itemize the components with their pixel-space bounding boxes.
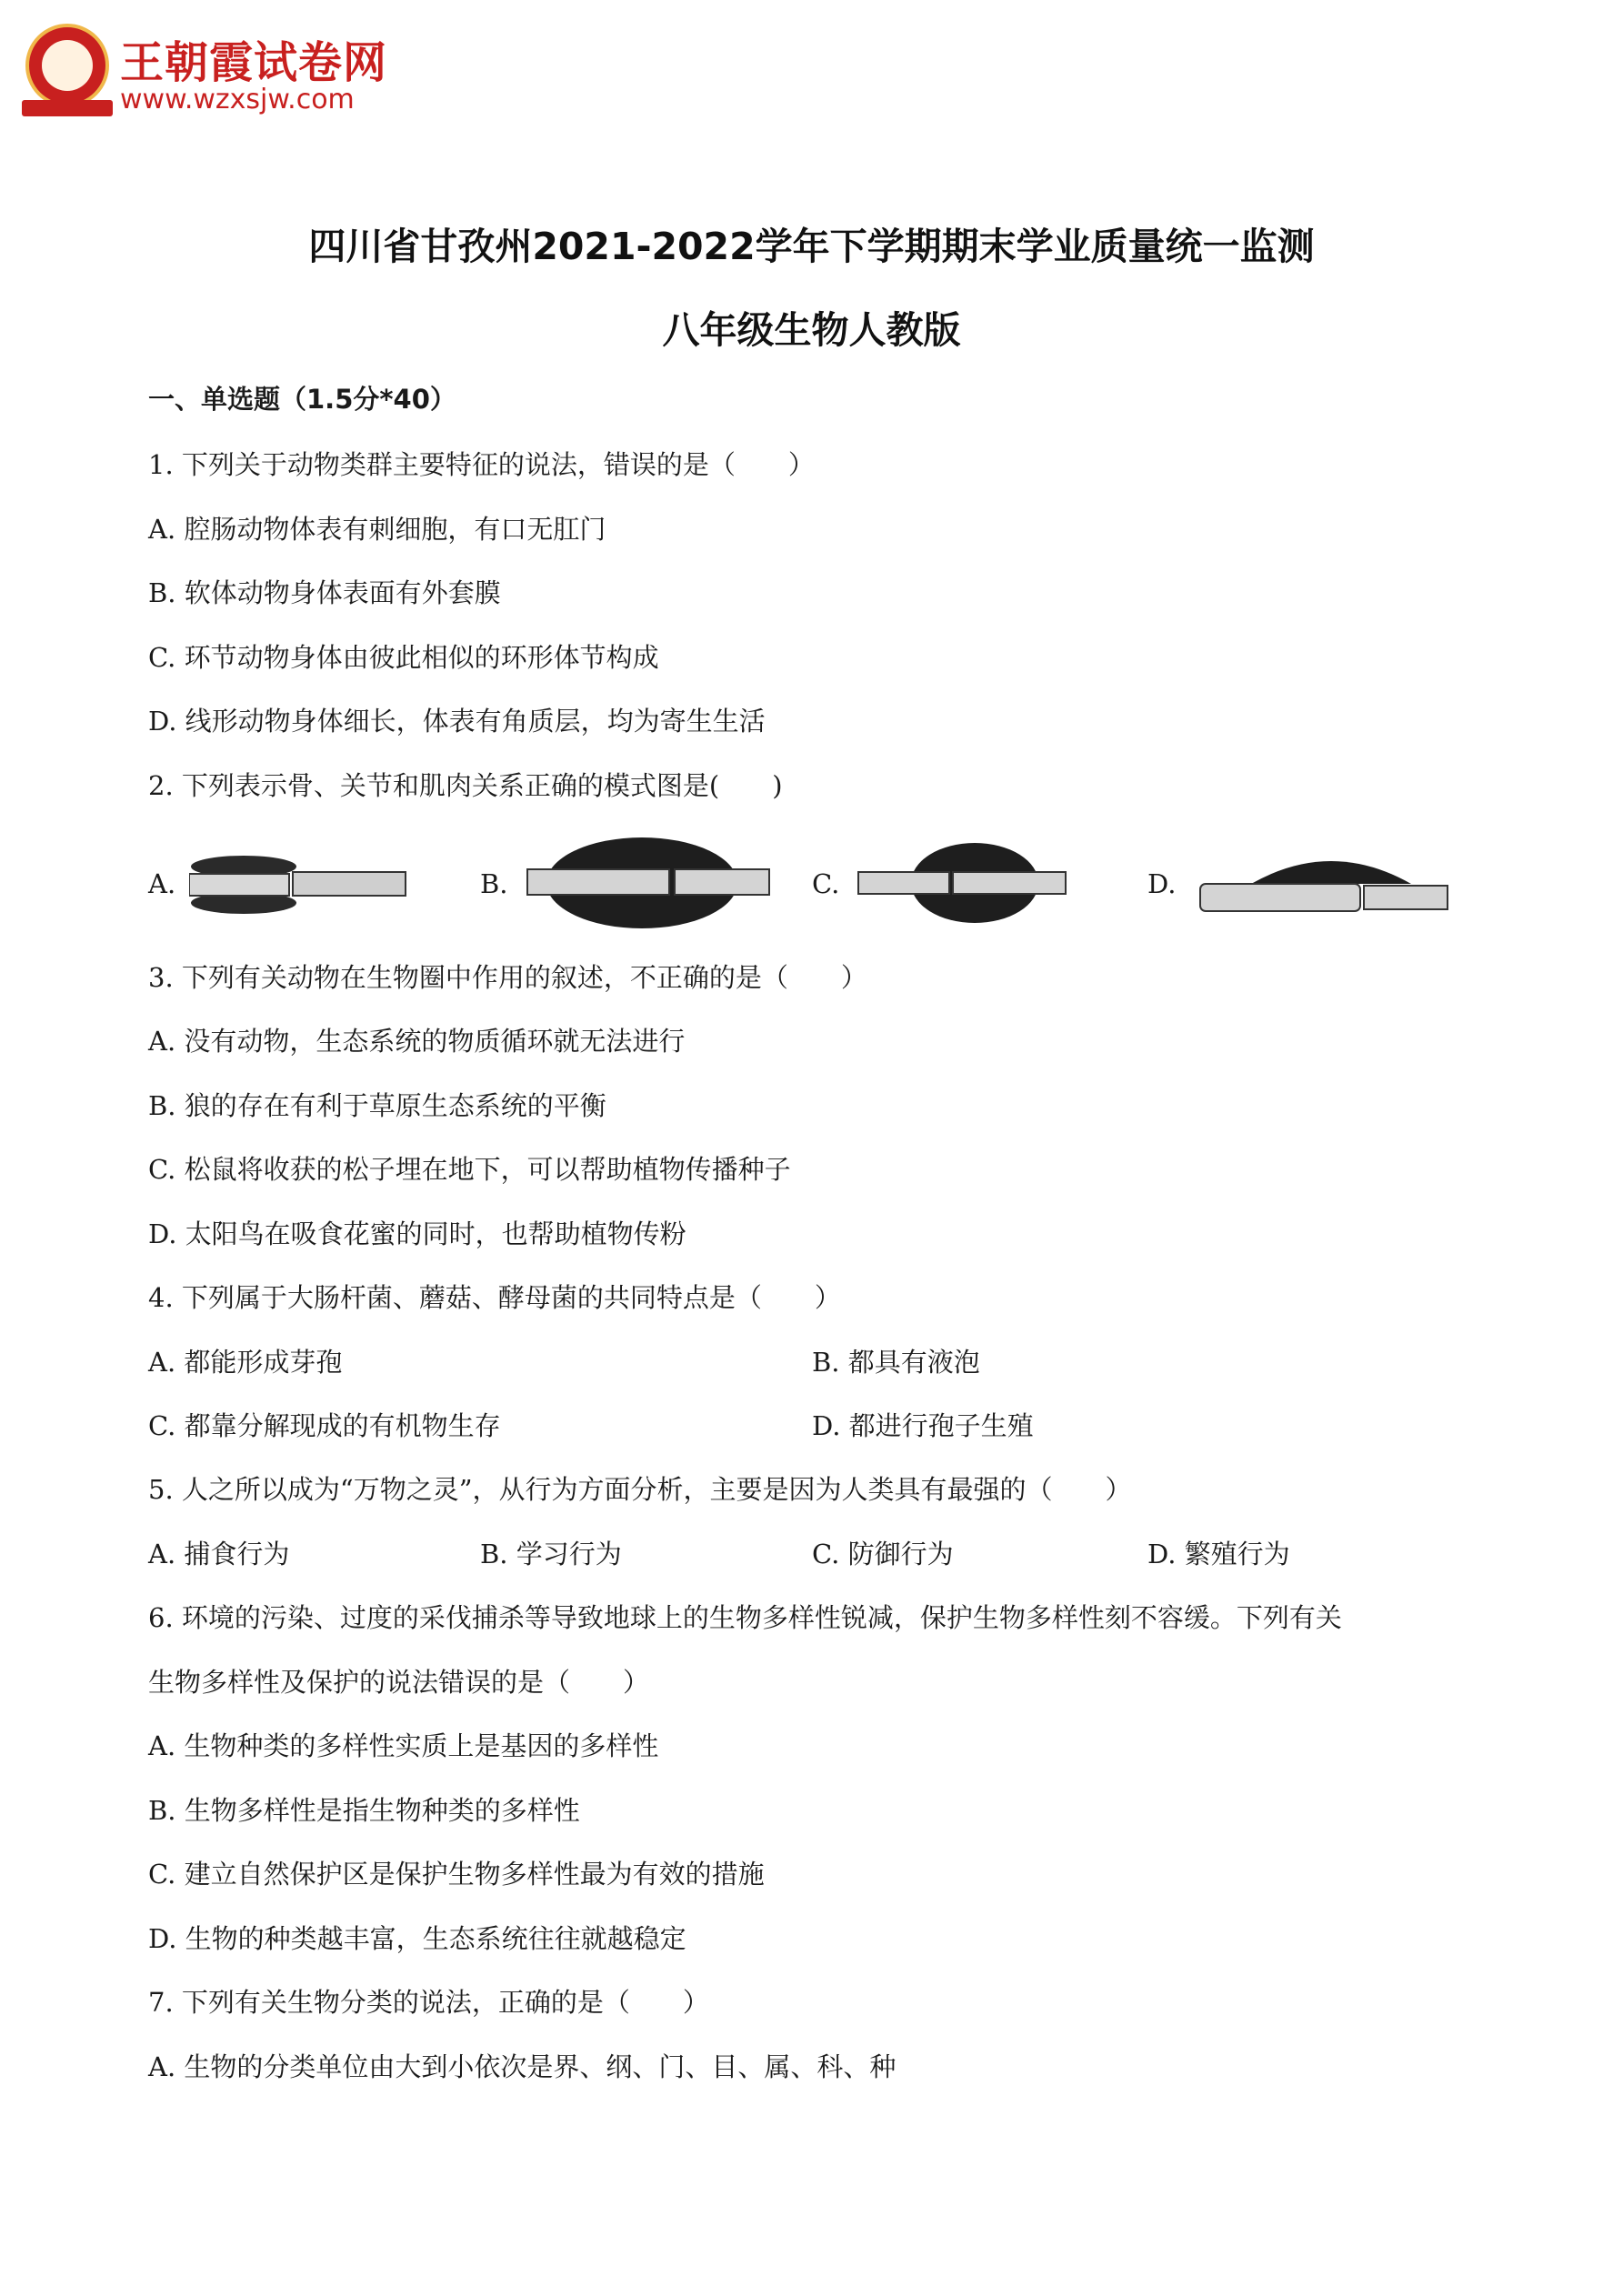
option: B. 生物多样性是指生物种类的多样性 <box>148 1795 580 1826</box>
page-title: 四川省甘孜州2021-2022学年下学期期末学业质量统一监测 <box>308 225 1315 268</box>
option-label: C. <box>812 868 840 899</box>
option: D. 太阳鸟在吸食花蜜的同时，也帮助植物传粉 <box>148 1218 686 1249</box>
option-label: A. <box>148 868 176 899</box>
option: C. 松鼠将收获的松子埋在地下，可以帮助植物传播种子 <box>148 1154 791 1185</box>
question-stem: 7. 下列有关生物分类的说法，正确的是（ ） <box>148 1987 709 2018</box>
option: C. 建立自然保护区是保护生物多样性最为有效的措施 <box>148 1859 765 1890</box>
bone-muscle-figure-a <box>189 848 407 919</box>
question-stem: 5. 人之所以成为“万物之灵”，从行为方面分析，主要是因为人类具有最强的（ ） <box>148 1474 1132 1505</box>
ribbon-icon <box>22 100 113 116</box>
option: A. 生物的分类单位由大到小依次是界、纲、门、目、属、科、种 <box>148 2051 897 2082</box>
option-label: D. <box>1147 868 1177 899</box>
site-logo <box>25 24 407 124</box>
question-stem: 2. 下列表示骨、关节和肌肉关系正确的模式图是( ) <box>148 770 783 801</box>
page-subtitle: 八年级生物人教版 <box>662 308 961 352</box>
option: B. 学习行为 <box>480 1539 622 1569</box>
question-stem: 1. 下列关于动物类群主要特征的说法，错误的是（ ） <box>148 449 815 480</box>
option: B. 都具有液泡 <box>812 1347 980 1378</box>
option: A. 生物种类的多样性实质上是基因的多样性 <box>148 1730 659 1761</box>
logo-name: 王朝霞试卷网 <box>120 37 388 88</box>
question-stem: 3. 下列有关动物在生物圈中作用的叙述，不正确的是（ ） <box>148 962 867 993</box>
option: D. 线形动物身体细长，体表有角质层，均为寄生生活 <box>148 706 766 737</box>
question-stem: 6. 环境的污染、过度的采伐捕杀等导致地球上的生物多样性锐减，保护生物多样性刻不容缓。下列有关 <box>148 1602 1342 1633</box>
question-stem: 4. 下列属于大肠杆菌、蘑菇、酵母菌的共同特点是（ ） <box>148 1282 841 1313</box>
logo-url: www.wzxsjw.com <box>120 84 355 115</box>
option: C. 防御行为 <box>812 1539 954 1569</box>
bone-muscle-figure-c <box>857 841 1067 925</box>
option: C. 环节动物身体由彼此相似的环形体节构成 <box>148 642 659 673</box>
option: A. 捕食行为 <box>148 1539 290 1569</box>
option: A. 没有动物，生态系统的物质循环就无法进行 <box>148 1026 686 1057</box>
option: B. 狼的存在有利于草原生态系统的平衡 <box>148 1090 606 1121</box>
option: C. 都靠分解现成的有机物生存 <box>148 1410 501 1441</box>
question-stem-continued: 生物多样性及保护的说法错误的是（ ） <box>148 1667 650 1698</box>
section-heading: 一、单选题（1.5分*40） <box>148 384 456 415</box>
option: D. 繁殖行为 <box>1147 1539 1290 1569</box>
option: D. 都进行孢子生殖 <box>812 1410 1034 1441</box>
option: A. 腔肠动物体表有刺细胞，有口无肛门 <box>148 514 606 545</box>
bone-muscle-figure-d <box>1197 844 1451 918</box>
option: D. 生物的种类越丰富，生态系统往往就越稳定 <box>148 1923 686 1954</box>
option: B. 软体动物身体表面有外套膜 <box>148 577 501 608</box>
bone-muscle-figure-b <box>526 835 773 931</box>
option-label: B. <box>480 868 508 899</box>
seal-icon <box>25 24 109 107</box>
option: A. 都能形成芽孢 <box>148 1347 343 1378</box>
